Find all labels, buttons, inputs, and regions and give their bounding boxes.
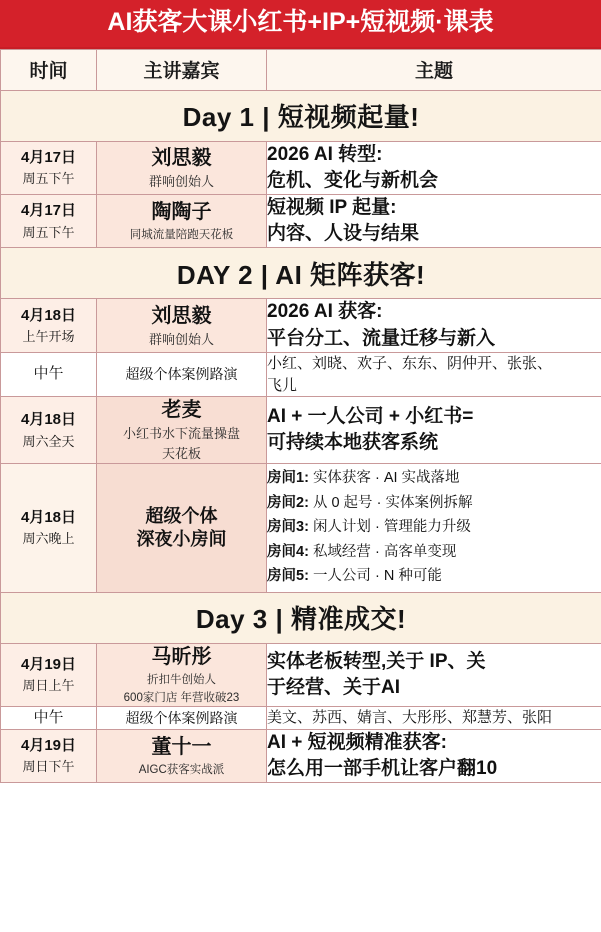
- row-speaker: 陶陶子 同城流量陪跑天花板: [97, 194, 267, 247]
- room-item: 房间4: 私域经营 · 高客单变现: [267, 543, 457, 560]
- row-topic-rooms: [267, 464, 601, 593]
- page-title: AI获客大课小红书+IP+短视频·课表: [0, 0, 601, 49]
- row-speaker: 马昕彤 折扣牛创始人 600家门店 年营收破23: [97, 643, 267, 706]
- row-topic: 美文、苏西、婧言、大彤彤、郑慧芳、张阳: [267, 706, 601, 729]
- row-speaker: 董十一 AIGC获客实战派: [97, 729, 267, 782]
- row-time: 4月18日 周六全天: [1, 397, 97, 464]
- column-header-time: 时间: [1, 49, 97, 90]
- table-row: [1, 141, 601, 194]
- row-topic: AI + 一人公司 + 小红书= 可持续本地获客系统: [267, 397, 601, 464]
- table-row: [1, 729, 601, 782]
- row-speaker: 超级个体 深夜小房间: [97, 464, 267, 593]
- table-row: [1, 299, 601, 352]
- day1-banner: Day 1 | 短视频起量!: [1, 90, 601, 141]
- day-banner-row: [1, 592, 601, 643]
- row-time: 4月18日 周六晚上: [1, 464, 97, 593]
- row-speaker: 刘思毅 群响创始人: [97, 141, 267, 194]
- room-item: 房间1: 实体获客 · AI 实战落地: [267, 470, 460, 487]
- room-item: 房间3: 闲人计划 · 管理能力升级: [267, 519, 471, 536]
- room-item: 房间5: 一人公司 · N 种可能: [267, 568, 442, 585]
- row-speaker: 超级个体案例路演: [97, 352, 267, 397]
- row-speaker: 老麦 小红书水下流量操盘 天花板: [97, 397, 267, 464]
- row-topic: 小红、刘晓、欢子、东东、阴仲开、张张、 飞儿: [267, 352, 601, 397]
- day3-banner: Day 3 | 精准成交!: [1, 592, 601, 643]
- table-row: [1, 706, 601, 729]
- table-row: [1, 464, 601, 593]
- row-time: 4月19日 周日上午: [1, 643, 97, 706]
- row-speaker: 超级个体案例路演: [97, 706, 267, 729]
- day-banner-row: [1, 90, 601, 141]
- row-time: 4月18日 上午开场: [1, 299, 97, 352]
- column-header-topic: 主题: [267, 49, 601, 90]
- column-header-speaker: 主讲嘉宾: [97, 49, 267, 90]
- row-time: 中午: [1, 706, 97, 729]
- schedule-table: [0, 49, 601, 783]
- table-row: [1, 643, 601, 706]
- row-time: 4月19日 周日下午: [1, 729, 97, 782]
- row-topic: 2026 AI 转型: 危机、变化与新机会: [267, 141, 601, 194]
- row-topic: 2026 AI 获客: 平台分工、流量迁移与新入: [267, 299, 601, 352]
- day-banner-row: [1, 248, 601, 299]
- row-time: 4月17日 周五下午: [1, 194, 97, 247]
- table-header-row: [1, 49, 601, 90]
- row-topic: 实体老板转型,关于 IP、关 于经营、关于AI: [267, 643, 601, 706]
- day2-banner: DAY 2 | AI 矩阵获客!: [1, 248, 601, 299]
- table-row: [1, 352, 601, 397]
- row-topic: AI + 短视频精准获客: 怎么用一部手机让客户翻10: [267, 729, 601, 782]
- table-row: [1, 397, 601, 464]
- row-speaker: 刘思毅 群响创始人: [97, 299, 267, 352]
- row-topic: 短视频 IP 起量: 内容、人设与结果: [267, 194, 601, 247]
- table-row: [1, 194, 601, 247]
- row-time: 4月17日 周五下午: [1, 141, 97, 194]
- row-time: 中午: [1, 352, 97, 397]
- room-item: 房间2: 从 0 起号 · 实体案例拆解: [267, 494, 473, 511]
